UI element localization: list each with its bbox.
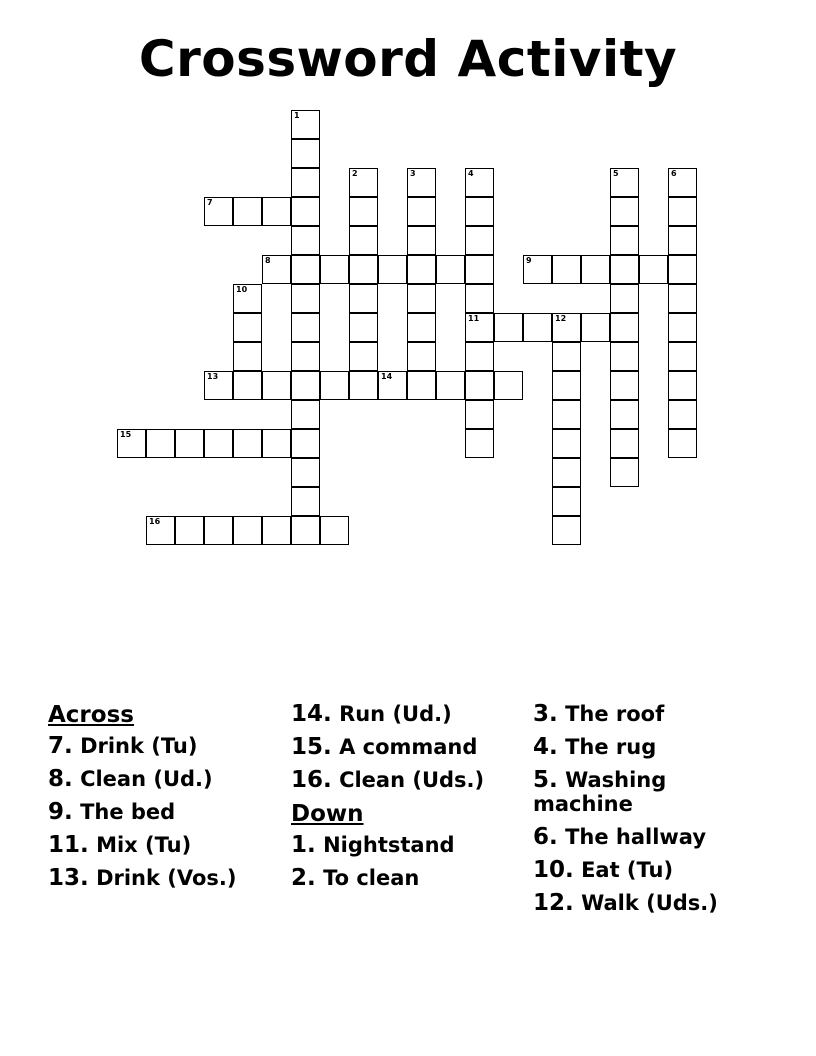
grid-cell[interactable] <box>204 429 233 458</box>
clue-across-15[interactable] <box>291 735 521 759</box>
grid-cell[interactable] <box>262 429 291 458</box>
grid-cell[interactable] <box>610 313 639 342</box>
clue-number: 12. <box>533 890 574 916</box>
grid-cell[interactable] <box>668 226 697 255</box>
grid-cell[interactable] <box>668 313 697 342</box>
grid-cell[interactable] <box>291 400 320 429</box>
cell-number: 16 <box>149 517 161 526</box>
grid-cell[interactable] <box>291 313 320 342</box>
clue-text: Nightstand <box>323 833 455 857</box>
cell-number: 8 <box>265 256 271 265</box>
grid-cell[interactable] <box>610 342 639 371</box>
clue-text: A command <box>339 735 478 759</box>
clue-number: 3. <box>533 701 558 727</box>
grid-cell[interactable] <box>233 284 262 313</box>
grid-cell[interactable] <box>523 313 552 342</box>
grid-cell[interactable] <box>465 371 494 400</box>
cell-number: 6 <box>671 169 677 178</box>
grid-cell[interactable] <box>668 429 697 458</box>
grid-cell[interactable] <box>407 313 436 342</box>
clue-number: 13. <box>48 865 89 891</box>
grid-cell[interactable] <box>552 516 581 545</box>
clue-down-3[interactable] <box>533 702 758 726</box>
clue-across-16[interactable] <box>291 768 521 792</box>
cell-number: 7 <box>207 198 213 207</box>
grid-cell[interactable] <box>552 429 581 458</box>
grid-cell[interactable] <box>465 342 494 371</box>
grid-cell[interactable] <box>320 371 349 400</box>
clue-down-4[interactable] <box>533 735 758 759</box>
grid-cell[interactable] <box>552 487 581 516</box>
grid-cell[interactable] <box>668 371 697 400</box>
grid-cell[interactable] <box>291 110 320 139</box>
grid-cell[interactable] <box>291 516 320 545</box>
grid-cell[interactable] <box>407 284 436 313</box>
clue-down-2[interactable] <box>291 866 521 890</box>
grid-cell[interactable] <box>465 255 494 284</box>
grid-cell[interactable] <box>610 429 639 458</box>
clue-number: 10. <box>533 857 574 883</box>
grid-cell[interactable] <box>291 429 320 458</box>
grid-cell[interactable] <box>494 371 523 400</box>
grid-cell[interactable] <box>668 284 697 313</box>
grid-cell[interactable] <box>668 400 697 429</box>
grid-cell[interactable] <box>465 429 494 458</box>
grid-cell[interactable] <box>407 168 436 197</box>
grid-cell[interactable] <box>465 226 494 255</box>
grid-cell[interactable] <box>291 284 320 313</box>
clue-text: The hallway <box>565 825 707 849</box>
grid-cell[interactable] <box>262 371 291 400</box>
cell-number: 11 <box>468 314 480 323</box>
clue-number: 8. <box>48 766 73 792</box>
grid-cell[interactable] <box>320 255 349 284</box>
grid-cell[interactable] <box>233 313 262 342</box>
grid-cell[interactable] <box>668 342 697 371</box>
across-heading: Across <box>48 702 134 728</box>
clue-number: 9. <box>48 799 73 825</box>
grid-cell[interactable] <box>204 516 233 545</box>
grid-cell[interactable] <box>668 168 697 197</box>
clue-number: 6. <box>533 824 558 850</box>
clue-number: 4. <box>533 734 558 760</box>
clue-text: Mix (Tu) <box>96 833 192 857</box>
clue-text: Run (Ud.) <box>339 702 452 726</box>
grid-cell[interactable] <box>465 197 494 226</box>
cell-number: 12 <box>555 314 567 323</box>
grid-cell[interactable] <box>610 168 639 197</box>
clue-down-1[interactable] <box>291 833 521 857</box>
clue-text: Drink (Vos.) <box>96 866 237 890</box>
grid-cell[interactable] <box>146 516 175 545</box>
clue-across-13[interactable] <box>48 866 278 890</box>
grid-cell[interactable] <box>465 168 494 197</box>
grid-cell[interactable] <box>436 255 465 284</box>
grid-cell[interactable] <box>494 313 523 342</box>
clue-text: Clean (Uds.) <box>339 768 485 792</box>
cell-number: 14 <box>381 372 393 381</box>
grid-cell[interactable] <box>349 313 378 342</box>
clue-number: 1. <box>291 832 316 858</box>
grid-cell[interactable] <box>610 255 639 284</box>
grid-cell[interactable] <box>146 429 175 458</box>
grid-cell[interactable] <box>291 458 320 487</box>
clue-text: The rug <box>565 735 657 759</box>
grid-cell[interactable] <box>610 226 639 255</box>
grid-cell[interactable] <box>552 342 581 371</box>
grid-cell[interactable] <box>117 429 146 458</box>
grid-cell[interactable] <box>204 197 233 226</box>
cell-number: 1 <box>294 111 300 120</box>
grid-cell[interactable] <box>291 168 320 197</box>
grid-cell[interactable] <box>378 255 407 284</box>
grid-cell[interactable] <box>610 458 639 487</box>
cell-number: 15 <box>120 430 132 439</box>
grid-cell[interactable] <box>175 429 204 458</box>
clue-number: 5. <box>533 767 558 793</box>
grid-cell[interactable] <box>407 197 436 226</box>
grid-cell[interactable] <box>610 284 639 313</box>
grid-cell[interactable] <box>610 371 639 400</box>
clue-column-2 <box>291 702 521 899</box>
clue-down-5[interactable] <box>533 768 758 816</box>
grid-cell[interactable] <box>465 400 494 429</box>
grid-cell[interactable] <box>175 516 204 545</box>
grid-cell[interactable] <box>349 284 378 313</box>
clue-number: 7. <box>48 733 73 759</box>
grid-cell[interactable] <box>349 342 378 371</box>
grid-cell[interactable] <box>581 255 610 284</box>
clue-down-6[interactable] <box>533 825 758 849</box>
grid-cell[interactable] <box>639 255 668 284</box>
clue-column-3 <box>533 702 758 924</box>
clue-column-1 <box>48 702 278 899</box>
grid-cell[interactable] <box>291 226 320 255</box>
clue-down-12[interactable] <box>533 891 758 915</box>
grid-cell[interactable] <box>349 371 378 400</box>
clue-text: Eat (Tu) <box>581 858 674 882</box>
grid-cell[interactable] <box>552 400 581 429</box>
grid-cell[interactable] <box>291 197 320 226</box>
grid-cell[interactable] <box>233 429 262 458</box>
grid-cell[interactable] <box>262 516 291 545</box>
down-heading: Down <box>291 801 364 827</box>
grid-cell[interactable] <box>233 342 262 371</box>
grid-cell[interactable] <box>407 371 436 400</box>
clue-number: 11. <box>48 832 89 858</box>
clue-text: Clean (Ud.) <box>80 767 213 791</box>
clue-number: 14. <box>291 701 332 727</box>
clue-down-10[interactable] <box>533 858 758 882</box>
clue-across-8[interactable] <box>48 767 278 791</box>
clue-text: Washing machine <box>533 768 667 816</box>
grid-cell[interactable] <box>204 371 233 400</box>
clue-number: 16. <box>291 767 332 793</box>
clue-across-14[interactable] <box>291 702 521 726</box>
grid-cell[interactable] <box>552 255 581 284</box>
cell-number: 10 <box>236 285 248 294</box>
grid-cell[interactable] <box>610 400 639 429</box>
grid-cell[interactable] <box>407 342 436 371</box>
clue-across-7[interactable] <box>48 734 278 758</box>
grid-cell[interactable] <box>378 371 407 400</box>
grid-cell[interactable] <box>291 342 320 371</box>
grid-cell[interactable] <box>668 197 697 226</box>
grid-cell[interactable] <box>233 371 262 400</box>
grid-cell[interactable] <box>407 255 436 284</box>
page-title: Crossword Activity <box>138 30 678 88</box>
clue-number: 15. <box>291 734 332 760</box>
grid-cell[interactable] <box>552 371 581 400</box>
grid-cell[interactable] <box>465 284 494 313</box>
clue-text: Drink (Tu) <box>80 734 198 758</box>
clue-across-11[interactable] <box>48 833 278 857</box>
grid-cell[interactable] <box>407 226 436 255</box>
grid-cell[interactable] <box>291 487 320 516</box>
grid-cell[interactable] <box>523 255 552 284</box>
grid-cell[interactable] <box>552 313 581 342</box>
grid-cell[interactable] <box>233 197 262 226</box>
clue-text: The bed <box>80 800 176 824</box>
clue-number: 2. <box>291 865 316 891</box>
grid-cell[interactable] <box>291 255 320 284</box>
grid-cell[interactable] <box>668 255 697 284</box>
clue-text: Walk (Uds.) <box>581 891 718 915</box>
grid-cell[interactable] <box>349 226 378 255</box>
grid-cell[interactable] <box>610 197 639 226</box>
clue-across-9[interactable] <box>48 800 278 824</box>
grid-cell[interactable] <box>581 313 610 342</box>
cell-number: 13 <box>207 372 219 381</box>
cell-number: 5 <box>613 169 619 178</box>
grid-cell[interactable] <box>291 139 320 168</box>
grid-cell[interactable] <box>291 371 320 400</box>
grid-cell[interactable] <box>349 197 378 226</box>
clue-text: The roof <box>565 702 665 726</box>
grid-cell[interactable] <box>552 458 581 487</box>
grid-cell[interactable] <box>320 516 349 545</box>
grid-cell[interactable] <box>465 313 494 342</box>
grid-cell[interactable] <box>349 255 378 284</box>
grid-cell[interactable] <box>262 255 291 284</box>
cell-number: 4 <box>468 169 474 178</box>
cell-number: 2 <box>352 169 358 178</box>
cell-number: 9 <box>526 256 532 265</box>
clue-text: To clean <box>323 866 420 890</box>
grid-cell[interactable] <box>233 516 262 545</box>
grid-cell[interactable] <box>262 197 291 226</box>
grid-cell[interactable] <box>349 168 378 197</box>
cell-number: 3 <box>410 169 416 178</box>
grid-cell[interactable] <box>436 371 465 400</box>
